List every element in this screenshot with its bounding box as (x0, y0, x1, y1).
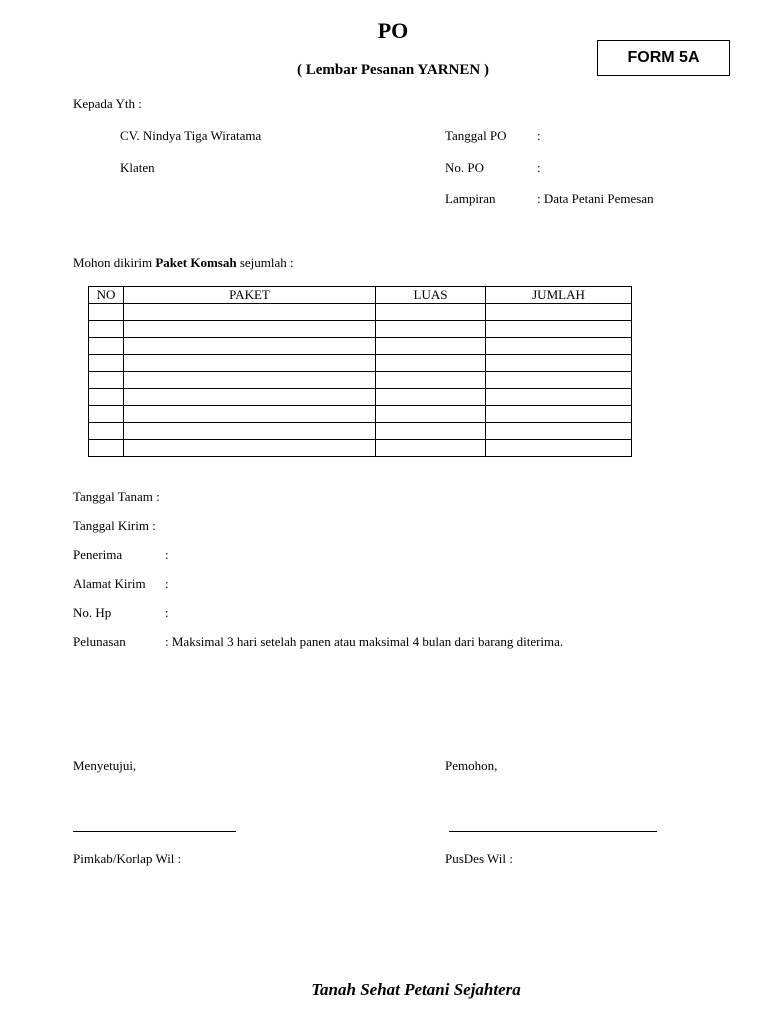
table-cell (376, 355, 486, 372)
table-cell (89, 372, 124, 389)
table-row (89, 423, 632, 440)
table-cell (486, 440, 632, 457)
table-row (89, 338, 632, 355)
table-cell (89, 389, 124, 406)
table-cell (124, 440, 376, 457)
po-number-label: No. PO (445, 160, 485, 175)
table-cell (376, 440, 486, 457)
table-header-row (89, 287, 632, 304)
table-row (89, 372, 632, 389)
delivery-date: Tanggal Kirim : (73, 518, 156, 533)
request-product: Paket Komsah (155, 255, 237, 270)
header-luas: LUAS (376, 287, 486, 304)
attachment-label: Lampiran (445, 191, 496, 206)
request-suffix: sejumlah : (236, 255, 294, 270)
table-cell (376, 389, 486, 406)
table-cell (124, 338, 376, 355)
phone-label: No. Hp (73, 605, 112, 620)
request-line (73, 255, 294, 271)
po-number-value: : (537, 160, 541, 175)
recipient-company: CV. Nindya Tiga Wiratama (120, 128, 262, 143)
table-cell (376, 406, 486, 423)
applicant-signature-line (449, 831, 657, 832)
footer-slogan: Tanah Sehat Petani Sejahtera (311, 980, 521, 999)
table-cell (89, 440, 124, 457)
table-row (89, 406, 632, 423)
table-cell (89, 355, 124, 372)
approval-role: Pimkab/Korlap Wil : (73, 851, 182, 866)
table-cell (486, 423, 632, 440)
table-cell (486, 338, 632, 355)
table-row (89, 440, 632, 457)
table-cell (486, 304, 632, 321)
table-cell (89, 304, 124, 321)
table-cell (376, 423, 486, 440)
document-title: PO (377, 18, 409, 43)
table-cell (376, 338, 486, 355)
table-cell (124, 304, 376, 321)
receiver-label: Penerima (73, 547, 123, 562)
document-subtitle: ( Lembar Pesanan YARNEN ) (297, 62, 489, 78)
request-prefix: Mohon dikirim (73, 255, 156, 270)
table-cell (486, 372, 632, 389)
table-cell (124, 423, 376, 440)
table-cell (89, 321, 124, 338)
table-cell (376, 321, 486, 338)
approval-heading: Menyetujui, (73, 758, 137, 773)
table-cell (486, 321, 632, 338)
payment-value: : Maksimal 3 hari setelah panen atau maksimal 4 bulan dari barang diterima. (165, 634, 564, 649)
planting-date: Tanggal Tanam : (73, 489, 160, 504)
table-row (89, 389, 632, 406)
po-date-value: : (537, 128, 541, 143)
table-cell (124, 372, 376, 389)
table-cell (376, 304, 486, 321)
table-cell (486, 406, 632, 423)
approval-signature-line (73, 831, 236, 832)
table-row (89, 355, 632, 372)
header-jumlah: JUMLAH (486, 287, 632, 304)
table-cell (124, 406, 376, 423)
table-cell (89, 406, 124, 423)
attachment-value: : Data Petani Pemesan (537, 191, 654, 206)
table-body (89, 304, 632, 457)
applicant-heading: Pemohon, (445, 758, 498, 773)
table-cell (376, 372, 486, 389)
recipient-city: Klaten (120, 160, 155, 175)
applicant-role: PusDes Wil : (445, 851, 513, 866)
payment-label: Pelunasan (73, 634, 126, 649)
table-cell (124, 389, 376, 406)
table-row (89, 304, 632, 321)
address-label: Alamat Kirim (73, 576, 146, 591)
table-cell (124, 355, 376, 372)
header-no: NO (89, 287, 124, 304)
table-cell (89, 423, 124, 440)
table-cell (486, 389, 632, 406)
form-code-box: FORM 5A (597, 40, 730, 76)
recipient-greeting: Kepada Yth : (73, 96, 142, 111)
table-cell (89, 338, 124, 355)
table-cell (124, 321, 376, 338)
receiver-colon: : (165, 547, 169, 562)
phone-colon: : (165, 605, 169, 620)
po-date-label: Tanggal PO (445, 128, 507, 143)
table-cell (486, 355, 632, 372)
address-colon: : (165, 576, 169, 591)
order-table (88, 286, 632, 457)
header-paket: PAKET (124, 287, 376, 304)
table-row (89, 321, 632, 338)
